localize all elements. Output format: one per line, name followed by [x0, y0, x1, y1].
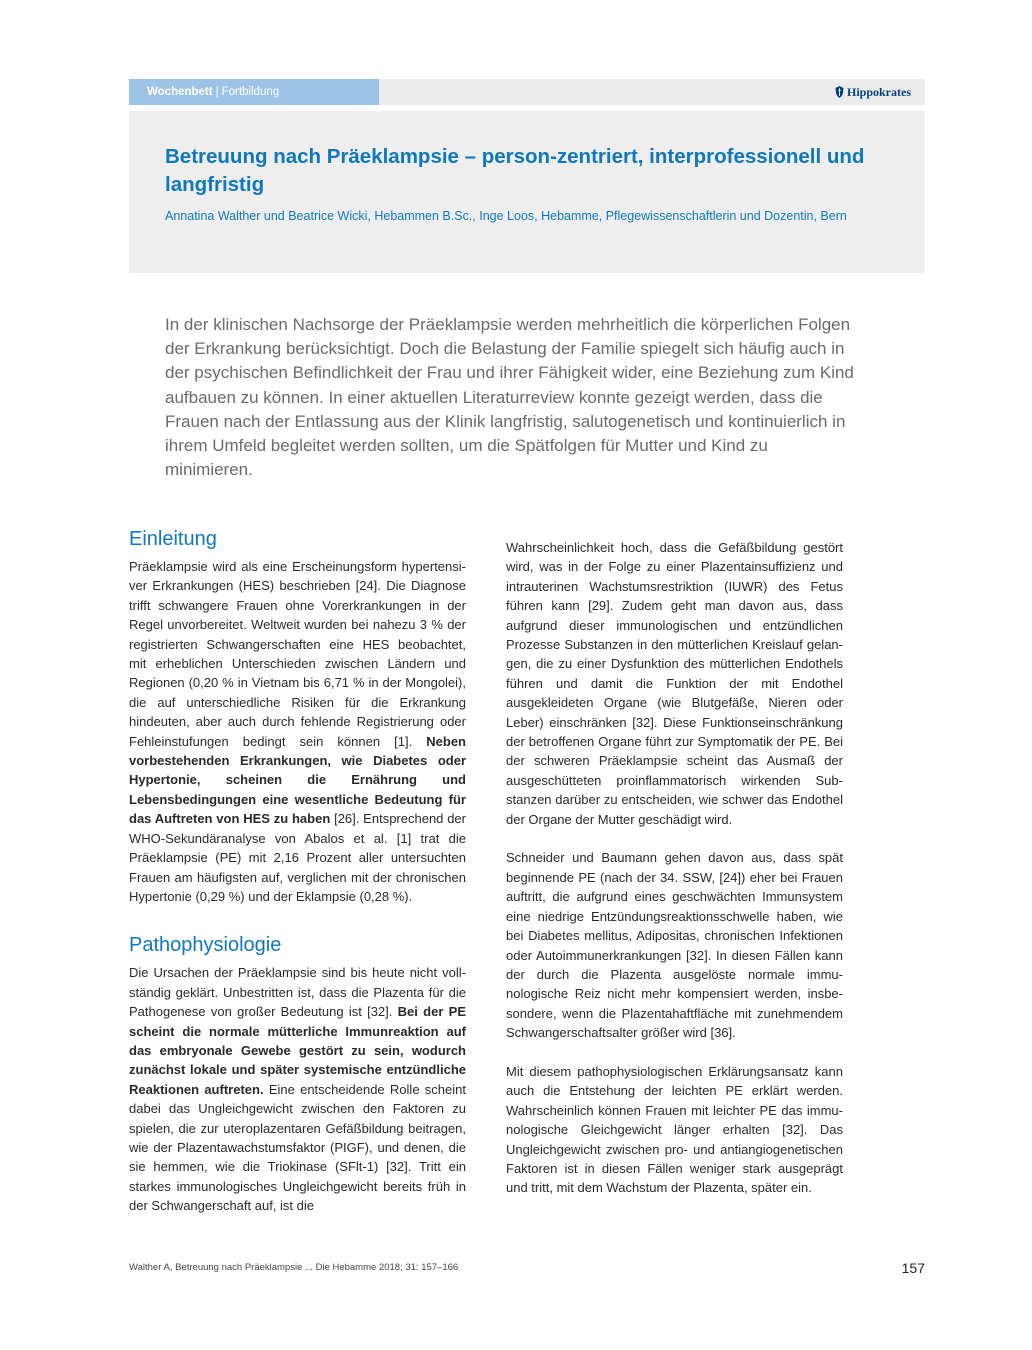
article-abstract: In der klinischen Nachsorge der Präeklampsie werden mehrheitlich die körperlichen Folgen der Erkrankung berücksichtigt. Doch die Belastung der Familie spiegelt sich häufig auch in der psychischen Befindlichkeit der Frau und ihrer Fähigkeit wider, eine Beziehung zum Kind aufbauen zu können. In einer aktuellen Literaturreview konnte gezeigt werden, dass die Frauen nach der Entlassung aus der Klinik langfristig, salutogenetisch und kontinuierlich in ihrem Umfeld begleitet werden sollten, um die Spätfolgen für Mutter und Kind zu minimieren. — [165, 315, 854, 480]
text-run: Eine entscheidende Rolle scheint dabei das Ungleichgewicht zwischen den Faktoren zu spielen, die zur uteroplazentaren Gefäßbildung beitragen, wie der Plazentawachstumsfaktor (PIGF), und denen, die sie hemmen, wie die Triokinase (SFlt-1) [32]. Tritt ein starkes immunologisches Ungleichgewicht bereits früh in der Schwangerschaft auf, ist die — [129, 1081, 466, 1214]
text-run: Präeklampsie wird als eine Erscheinungsform hypertensiver Erkrankungen (HES) beschrieben [24]. Die Diagnose trifft schwangere Frauen ohne Vorerkrankungen in der Regel unvorbereitet. Weltweit wurden bei nahezu 3 % der registrierten Schwangerschaften eine HES beobachtet, mit erheblichen Unterschieden zwischen Ländern und Regionen (0,20 % in Vietnam bis 6,71 % in der Mongolei), die auf unterschiedliche Risiken für die Erkrankung hindeuten, aber auch durch fehlende Registrierung oder Fehleinstufungen bedingt sein können [1]. — [129, 559, 466, 749]
header-bar — [129, 79, 925, 105]
bold-text-run: Neben vorbestehenden Erkrankungen, wie Diabetes oder Hypertonie, scheinen die Ernährung und Lebensbedingungen eine wesentliche Bedeutung für das Auftreten von HES zu haben — [129, 733, 466, 827]
article-title: Betreuung nach Präeklampsie – person-zentriert, interprofessionell und langfristig — [165, 145, 865, 196]
text-run: [26]. Entsprechend der WHO-Sekundäranalyse von Abalos et al. [1] trat die Präeklampsie (PE) mit 2,16 Prozent aller untersuchten Frauen am häufigsten auf, verglichen mit der chronischen Hypertonie (0,29 %) und der Eklampsie (0,28 %). — [129, 811, 466, 904]
text-run: Die Ursachen der Präeklampsie sind bis heute nicht vollständig geklärt. Unbestritten ist, dass die Plazenta für die Pathogenese von großer Bedeutung ist [32]. — [129, 965, 466, 1020]
paragraph-right-2: Schneider und Baumann gehen davon aus, dass spät beginnende PE (nach der 34. SSW, [24]) eher bei Frauen auftritt, die aufgrund eines geschwächten Immunsystem eine niedrige Entzündungsreaktionsschwelle haben, wie bei Diabetes mellitus, Adipositas, chronischen Infektionen oder Autoimmunerkrankungen [32]. In diesen Fällen kann der durch die Plazenta ausgelöste normale immunologische Reiz nicht mehr kompensiert werden, insbesondere, wenn die Plazentahaftfläche mit zunehmendem Schwangerschaftsalter größer wird [36]. — [506, 850, 843, 1041]
paragraph-right-3: Mit diesem pathophysiologischen Erklärungsansatz kann auch die Entstehung der leichten PE erklärt werden. Wahrscheinlich können Frauen mit leichter PE das immunologische Gleichgewicht länger erhalten [32]. Das Ungleichgewicht zwischen pro- und antiangiogenetischen Faktoren ist in diesen Fällen weniger stark ausgeprägt und tritt, mit dem Wachstum der Plazenta, später ein. — [506, 1063, 843, 1196]
article-authors: Annatina Walther und Beatrice Wicki, Hebammen B.Sc., Inge Loos, Hebamme, Pflegewissenschaftlerin und Dozentin, Bern — [165, 209, 847, 223]
paragraph-einleitung — [129, 557, 466, 906]
publisher-logo — [835, 79, 911, 105]
heading-einleitung: Einleitung — [129, 528, 217, 550]
left-column — [129, 527, 466, 1216]
paragraph-pathophysiologie — [129, 963, 466, 1215]
section-label: Wochenbett — [147, 86, 213, 98]
page-number: 157 — [901, 1260, 925, 1276]
heading-pathophysiologie: Pathophysiologie — [129, 934, 282, 957]
publisher-name: Hippokrates — [846, 85, 911, 99]
right-column — [506, 538, 843, 1198]
subsection-label: Fortbildung — [221, 86, 280, 98]
bold-text-run: Bei der PE scheint die normale mütterliche Immunreaktion auf das embryonale Gewebe gestört zu sein, wodurch zunächst lokale und später systemische entzündliche Reaktionen auftreten. — [129, 1004, 466, 1097]
hippokrates-crest-icon — [835, 86, 844, 98]
section-tab — [129, 79, 379, 105]
footer-citation: Walther A, Betreuung nach Präeklampsie ... Die Hebamme 2018; 31: 157–166 — [129, 1262, 459, 1273]
paragraph-right-1: Wahrscheinlichkeit hoch, dass die Gefäßbildung gestört wird, was in der Folge zu einer Plazentainsuffizienz und intrauterinen Wachstumsrestriktion (IUWR) des Fetus führen kann [29]. Zudem geht man davon aus, dass aufgrund dieser immunologischen und entzündlichen Prozesse Substanzen in den mütterlichen Kreislauf gelangen, die zu einer Dysfunktion des mütterlichen Endothels führen und damit die Funktion der mit Endothel ausgekleideten Organe (wie Blutgefäße, Nieren oder Leber) einschränken [32]. Diese Funktionseinschränkung der betroffenen Organe führt zur Symptomatik der PE. Bei der schweren Präeklampsie scheint das Ausmaß der ausgeschütteten proinflammatorisch wirkenden Substanzen darüber zu entscheiden, wie schwer das Endothel der Organe der Mutter geschädigt wird. — [506, 540, 843, 827]
section-separator: | — [215, 86, 219, 98]
title-box — [129, 111, 925, 273]
